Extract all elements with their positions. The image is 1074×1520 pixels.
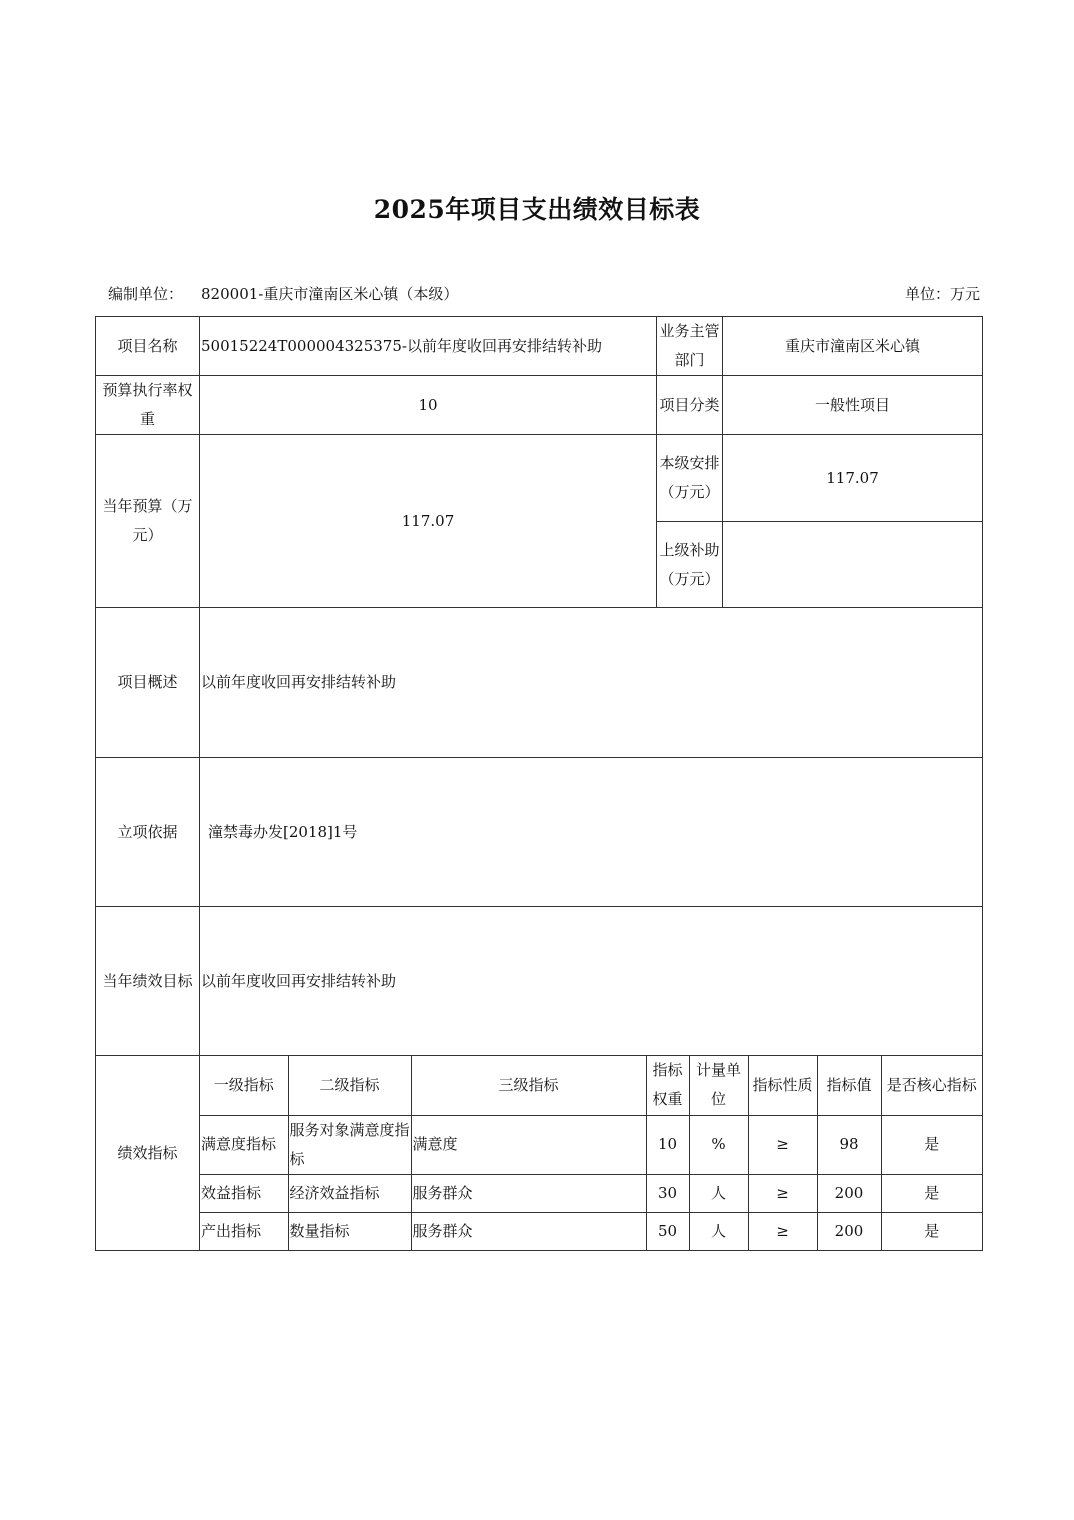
basis-label: 立项依据: [96, 758, 200, 907]
perf-level2: 数量指标: [288, 1212, 411, 1250]
perf-weight: 10: [646, 1115, 689, 1174]
perf-label: 绩效指标: [96, 1056, 200, 1251]
perf-core: 是: [881, 1174, 982, 1212]
perf-weight: 50: [646, 1212, 689, 1250]
perf-level3: 服务群众: [411, 1174, 646, 1212]
unit-label: 单位：万元: [904, 285, 980, 303]
perf-value: 200: [817, 1212, 881, 1250]
perf-header-weight: 指标权重: [646, 1056, 689, 1115]
perf-nature: ≥: [748, 1212, 817, 1250]
org-value: 820001-重庆市潼南区米心镇（本级）: [201, 285, 459, 303]
perf-unit: 人: [689, 1212, 748, 1250]
project-name-value: 50015224T000004325375-以前年度收回再安排结转补助: [200, 317, 657, 376]
perf-header-level3: 三级指标: [411, 1056, 646, 1115]
performance-table: [95, 316, 983, 1251]
exec-weight-value: 10: [200, 376, 657, 435]
perf-header-row: [200, 1056, 982, 1115]
perf-nature: ≥: [748, 1174, 817, 1212]
perf-level3: 满意度: [411, 1115, 646, 1174]
category-label: 项目分类: [657, 376, 723, 435]
perf-indicators: [200, 1056, 983, 1251]
dept-label: 业务主管部门: [657, 317, 723, 376]
basis-value: 潼禁毒办发[2018]1号: [200, 758, 983, 907]
project-name-label: 项目名称: [96, 317, 200, 376]
table-row: [200, 1115, 982, 1174]
local-arrangement-label: 本级安排（万元）: [657, 435, 723, 522]
goal-label: 当年绩效目标: [96, 907, 200, 1056]
upper-subsidy-value: [723, 522, 983, 608]
exec-weight-label: 预算执行率权重: [96, 376, 200, 435]
perf-weight: 30: [646, 1174, 689, 1212]
perf-level1: 满意度指标: [200, 1115, 288, 1174]
perf-header-value: 指标值: [817, 1056, 881, 1115]
page-title: 2025年项目支出绩效目标表: [373, 195, 701, 224]
perf-unit: %: [689, 1115, 748, 1174]
org-line: [108, 283, 458, 304]
perf-level2: 服务对象满意度指标: [288, 1115, 411, 1174]
budget-label: 当年预算（万元）: [96, 435, 200, 608]
overview-value: 以前年度收回再安排结转补助: [200, 608, 983, 758]
perf-level1: 产出指标: [200, 1212, 288, 1250]
perf-value: 98: [817, 1115, 881, 1174]
goal-value: 以前年度收回再安排结转补助: [200, 907, 983, 1056]
category-value: 一般性项目: [723, 376, 983, 435]
local-arrangement-value: 117.07: [723, 435, 983, 522]
overview-label: 项目概述: [96, 608, 200, 758]
perf-core: 是: [881, 1115, 982, 1174]
perf-level1: 效益指标: [200, 1174, 288, 1212]
perf-level3: 服务群众: [411, 1212, 646, 1250]
perf-header-level1: 一级指标: [200, 1056, 288, 1115]
perf-header-nature: 指标性质: [748, 1056, 817, 1115]
perf-header-core: 是否核心指标: [881, 1056, 982, 1115]
table-row: [200, 1174, 982, 1212]
perf-header-level2: 二级指标: [288, 1056, 411, 1115]
perf-header-unit: 计量单位: [689, 1056, 748, 1115]
perf-core: 是: [881, 1212, 982, 1250]
perf-indicator-table: [200, 1056, 982, 1250]
dept-value: 重庆市潼南区米心镇: [723, 317, 983, 376]
table-row: [200, 1212, 982, 1250]
org-label: 编制单位：: [108, 285, 184, 303]
perf-nature: ≥: [748, 1115, 817, 1174]
perf-value: 200: [817, 1174, 881, 1212]
budget-value: 117.07: [200, 435, 657, 608]
perf-unit: 人: [689, 1174, 748, 1212]
upper-subsidy-label: 上级补助（万元）: [657, 522, 723, 608]
perf-level2: 经济效益指标: [288, 1174, 411, 1212]
